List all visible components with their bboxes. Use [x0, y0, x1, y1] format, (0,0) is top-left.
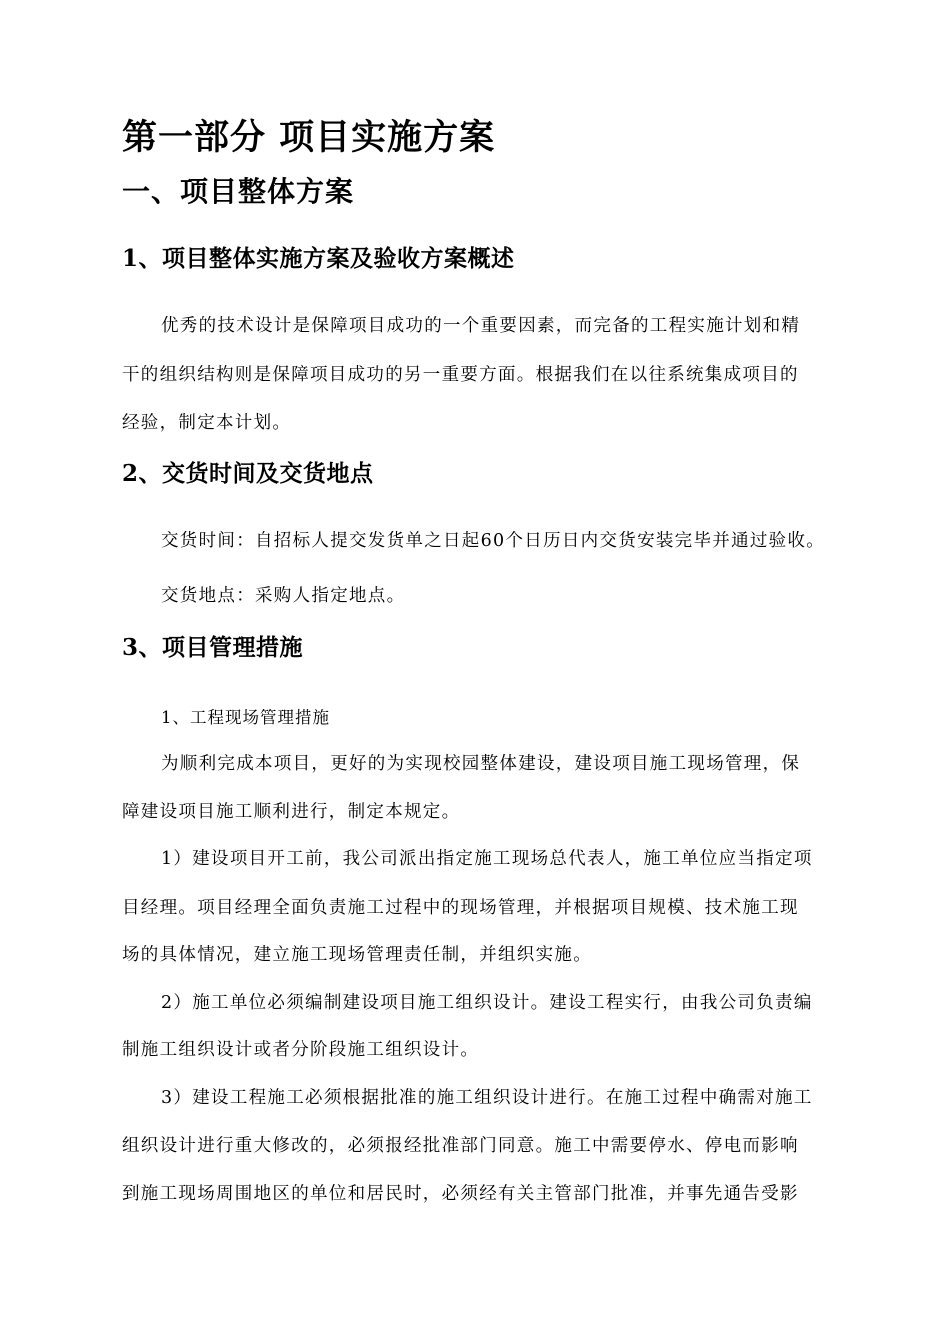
paragraph-line: 组织设计进行重大修改的，必须报经批准部门同意。施工中需要停水、停电而影响 [122, 1136, 799, 1156]
item-heading: 1、工程现场管理措施 [161, 708, 330, 727]
subsection-title-3: 3、项目管理措施 [122, 634, 304, 661]
paragraph-line: 场的具体情况，建立施工现场管理责任制，并组织实施。 [122, 945, 592, 965]
paragraph-line: 制施工组织设计或者分阶段施工组织设计。 [122, 1040, 480, 1060]
paragraph-line: 障建设项目施工顺利进行，制定本规定。 [122, 802, 461, 822]
paragraph-line: 经验，制定本计划。 [122, 413, 292, 433]
delivery-place: 交货地点：采购人指定地点。 [161, 586, 406, 606]
paragraph-line: 2）施工单位必须编制建设项目施工组织设计。建设工程实行，由我公司负责编 [161, 993, 813, 1013]
paragraph-line: 到施工现场周围地区的单位和居民时，必须经有关主管部门批准，并事先通告受影 [122, 1184, 799, 1204]
section-title: 一、项目整体方案 [122, 175, 355, 208]
paragraph-line: 优秀的技术设计是保障项目成功的一个重要因素，而完备的工程实施计划和精 [161, 316, 801, 336]
paragraph-line: 3）建设工程施工必须根据批准的施工组织设计进行。在施工过程中确需对施工 [161, 1088, 813, 1108]
subsection-title-1: 1、项目整体实施方案及验收方案概述 [122, 245, 515, 272]
paragraph-line: 为顺利完成本项目，更好的为实现校园整体建设，建设项目施工现场管理，保 [161, 754, 801, 774]
paragraph-line: 干的组织结构则是保障项目成功的另一重要方面。根据我们在以往系统集成项目的 [122, 365, 799, 385]
delivery-time: 交货时间：自招标人提交发货单之日起60个日历日内交货安装完毕并通过验收。 [161, 531, 826, 551]
paragraph-line: 1）建设项目开工前，我公司派出指定施工现场总代表人，施工单位应当指定项 [161, 849, 813, 869]
part-title: 第一部分 项目实施方案 [122, 117, 496, 158]
paragraph-line: 目经理。项目经理全面负责施工过程中的现场管理，并根据项目规模、技术施工现 [122, 898, 799, 918]
subsection-title-2: 2、交货时间及交货地点 [122, 460, 374, 487]
